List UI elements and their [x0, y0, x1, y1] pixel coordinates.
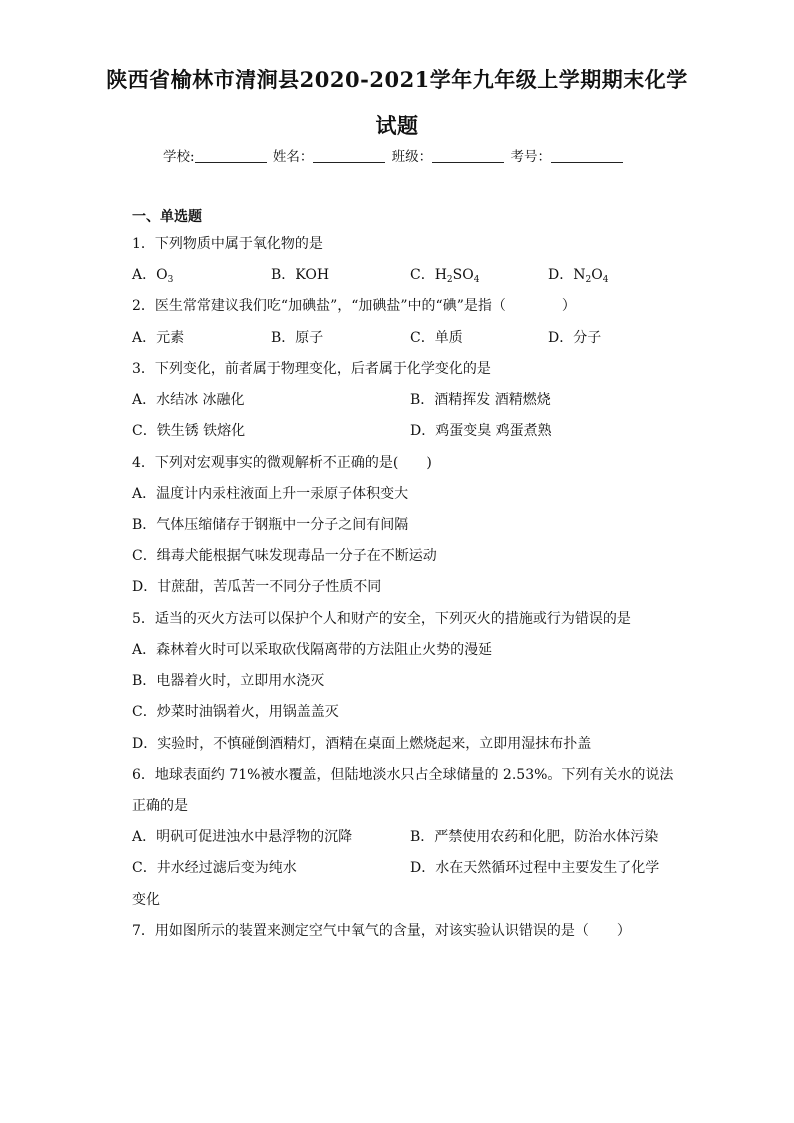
- question-3-option-a: A．水结冰 冰融化: [132, 392, 245, 408]
- name-blank: [313, 148, 385, 163]
- question-6-option-c: C．井水经过滤后变为纯水: [132, 860, 297, 876]
- question-6-option-d: D．水在天然循环过程中主要发生了化学: [410, 860, 660, 876]
- question-6-stem-line2: 正确的是: [132, 798, 188, 814]
- section-heading-single-choice: 一、单选题: [132, 209, 202, 225]
- question-3-option-d: D．鸡蛋变臭 鸡蛋煮熟: [410, 423, 552, 439]
- name-label: 姓名：: [272, 149, 314, 165]
- question-2-option-b: B．原子: [271, 330, 324, 346]
- question-4-stem: 4．下列对宏观事实的微观解析不正确的是( ): [132, 455, 432, 471]
- question-6-stem-line1: 6．地球表面约 71%被水覆盖，但陆地淡水只占全球储量的 2.53%。下列有关水的说法: [132, 767, 674, 783]
- number-blank: [551, 148, 623, 163]
- question-6-option-d-continued: 变化: [132, 892, 160, 908]
- exam-title-line1: 陕西省榆林市清涧县2020-2021学年九年级上学期期末化学: [106, 67, 688, 92]
- question-6-option-b: B．严禁使用农药和化肥，防治水体污染: [410, 829, 659, 845]
- question-3-option-c: C．铁生锈 铁熔化: [132, 423, 246, 439]
- question-4-option-a: A．温度计内汞柱液面上升一汞原子体积变大: [132, 486, 409, 502]
- school-label: 学校:: [163, 149, 195, 165]
- question-1-stem: 1．下列物质中属于氧化物的是: [132, 236, 323, 252]
- question-3-option-b: B．酒精挥发 酒精燃烧: [410, 392, 551, 408]
- question-4-option-b: B．气体压缩储存于钢瓶中一分子之间有间隔: [132, 517, 409, 533]
- class-label: 班级：: [391, 149, 433, 165]
- question-5-option-c: C．炒菜时油锅着火，用锅盖盖灭: [132, 704, 339, 720]
- question-4-option-d: D．甘蔗甜，苦瓜苦一不同分子性质不同: [132, 579, 382, 595]
- question-5-stem: 5．适当的灭火方法可以保护个人和财产的安全，下列灭火的措施或行为错误的是: [132, 611, 631, 627]
- question-7-stem: 7．用如图所示的装置来测定空气中氧气的含量，对该实验认识错误的是（ ）: [132, 923, 631, 939]
- question-3-stem: 3．下列变化，前者属于物理变化，后者属于化学变化的是: [132, 361, 491, 377]
- question-5-option-a: A．森林着火时可以采取砍伐隔离带的方法阻止火势的漫延: [132, 642, 493, 658]
- question-1-option-c: C．$H_2SO_4$: [410, 267, 480, 285]
- student-info-row: [163, 145, 625, 165]
- number-label: 考号：: [510, 149, 551, 165]
- question-2-option-a: A．元素: [132, 330, 185, 346]
- school-blank: [195, 148, 267, 163]
- question-2-option-d: D．分子: [548, 330, 602, 346]
- question-2-stem: 2．医生常常建议我们吃“加碘盐”，“加碘盐”中的“碘”是指（ ）: [132, 298, 576, 314]
- question-1-option-d: D．$N_2O_4$: [548, 267, 609, 285]
- exam-title-line2: 试题: [375, 113, 419, 138]
- question-6-option-a: A．明矾可促进浊水中悬浮物的沉降: [132, 829, 353, 845]
- question-1-option-b: B．KOH: [271, 267, 330, 283]
- question-4-option-c: C．缉毒犬能根据气味发现毒品一分子在不断运动: [132, 548, 437, 564]
- question-5-option-d: D．实验时，不慎碰倒酒精灯，酒精在桌面上燃烧起来，立即用湿抹布扑盖: [132, 736, 592, 752]
- question-2-option-c: C．单质: [410, 330, 463, 346]
- question-1-option-a: A．$O_3$: [132, 267, 174, 285]
- class-blank: [432, 148, 504, 163]
- question-5-option-b: B．电器着火时，立即用水浇灭: [132, 673, 325, 689]
